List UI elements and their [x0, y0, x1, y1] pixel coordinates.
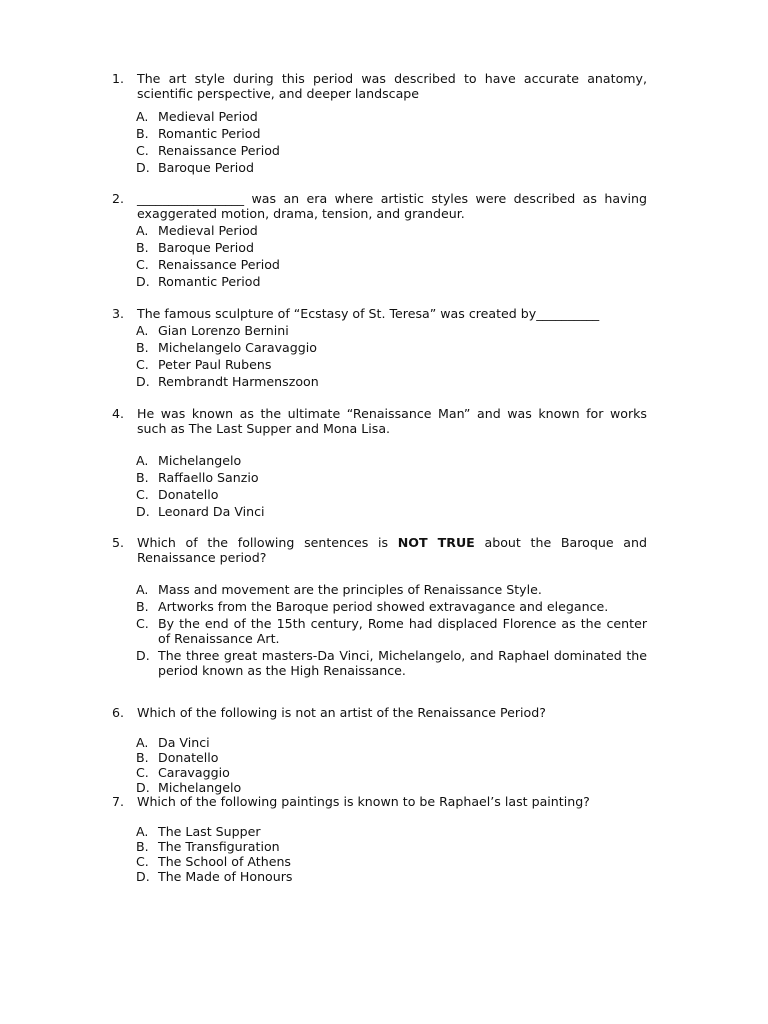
question-number: 2. [112, 191, 125, 206]
option-letter: A. [136, 223, 149, 238]
option-letter: D. [136, 648, 150, 663]
option-letter: B. [136, 750, 149, 765]
option-a [136, 223, 647, 238]
option-b [136, 340, 647, 355]
option-text: Baroque Period [158, 240, 254, 255]
option-b [136, 750, 647, 765]
option-c [136, 257, 647, 272]
options-list [112, 735, 647, 795]
option-text: Michelangelo Caravaggio [158, 340, 317, 355]
question-text [137, 535, 647, 565]
question-text: The art style during this period was described to have accurate anatomy, scientific perspective, and deeper landscape [137, 71, 647, 101]
option-d [136, 780, 647, 795]
question-6 [112, 705, 647, 795]
question-text: _________________ was an era where artistic styles were described as having exaggerated motion, drama, tension, and grandeur. [137, 191, 647, 221]
option-text: Medieval Period [158, 109, 258, 124]
options-list [112, 824, 647, 884]
option-text: The Made of Honours [158, 869, 293, 884]
question-number: 4. [112, 406, 125, 421]
option-letter: D. [136, 160, 150, 175]
option-text: Mass and movement are the principles of Renaissance Style. [158, 582, 542, 597]
option-d [136, 374, 647, 389]
option-letter: B. [136, 839, 149, 854]
option-letter: B. [136, 240, 149, 255]
option-c [136, 765, 647, 780]
option-a [136, 735, 647, 750]
question-number: 1. [112, 71, 125, 86]
options-list [112, 223, 647, 289]
option-letter: D. [136, 504, 150, 519]
option-text: The School of Athens [158, 854, 291, 869]
question-text-before: Which of the following sentences is [137, 535, 398, 550]
option-text: Michelangelo [158, 453, 242, 468]
option-text: By the end of the 15th century, Rome had displaced Florence as the center of Renaissance Art. [158, 616, 647, 646]
option-letter: C. [136, 143, 149, 158]
option-a [136, 582, 647, 597]
option-text: Romantic Period [158, 274, 261, 289]
question-number: 6. [112, 705, 125, 720]
option-text: The Transfiguration [158, 839, 280, 854]
option-letter: B. [136, 470, 149, 485]
options-list [112, 109, 647, 175]
question-text: The famous sculpture of “Ecstasy of St. Teresa” was created by__________ [137, 306, 600, 321]
question-text-after: about the Baroque and Renaissance period? [137, 535, 647, 565]
option-letter: C. [136, 616, 149, 631]
option-a [136, 323, 647, 338]
option-letter: C. [136, 257, 149, 272]
option-letter: B. [136, 599, 149, 614]
option-a [136, 824, 647, 839]
option-letter: A. [136, 824, 149, 839]
option-letter: C. [136, 357, 149, 372]
option-text: Renaissance Period [158, 257, 280, 272]
option-letter: C. [136, 765, 149, 780]
option-a [136, 109, 647, 124]
option-letter: D. [136, 780, 150, 795]
question-text: Which of the following paintings is known to be Raphael’s last painting? [137, 794, 590, 809]
option-text: Michelangelo [158, 780, 242, 795]
option-text: The three great masters-Da Vinci, Michelangelo, and Raphael dominated the period known as the High Renaissance. [158, 648, 647, 678]
question-5 [112, 535, 647, 678]
option-letter: D. [136, 374, 150, 389]
option-text: Caravaggio [158, 765, 230, 780]
option-d [136, 869, 647, 884]
question-text: He was known as the ultimate “Renaissance Man” and was known for works such as The Last Supper and Mona Lisa. [137, 406, 647, 436]
question-4 [112, 406, 647, 519]
options-list [112, 323, 647, 389]
question-number: 3. [112, 306, 125, 321]
option-letter: B. [136, 126, 149, 141]
option-d [136, 504, 647, 519]
option-letter: A. [136, 109, 149, 124]
question-number: 5. [112, 535, 125, 550]
option-text: The Last Supper [158, 824, 261, 839]
option-b [136, 839, 647, 854]
option-letter: C. [136, 854, 149, 869]
option-d [136, 274, 647, 289]
option-text: Gian Lorenzo Bernini [158, 323, 289, 338]
question-number: 7. [112, 794, 125, 809]
option-text: Renaissance Period [158, 143, 280, 158]
option-letter: D. [136, 869, 150, 884]
option-text: Romantic Period [158, 126, 261, 141]
option-text: Peter Paul Rubens [158, 357, 272, 372]
option-text: Raffaello Sanzio [158, 470, 259, 485]
question-2 [112, 191, 647, 289]
option-text: Donatello [158, 750, 219, 765]
option-letter: A. [136, 323, 149, 338]
option-b [136, 599, 647, 614]
option-text: Artworks from the Baroque period showed extravagance and elegance. [158, 599, 609, 614]
option-text: Da Vinci [158, 735, 210, 750]
option-letter: A. [136, 453, 149, 468]
options-list [112, 582, 647, 678]
option-c [136, 143, 647, 158]
option-c [136, 357, 647, 372]
question-1 [112, 71, 647, 175]
option-letter: A. [136, 735, 149, 750]
options-list [112, 453, 647, 519]
option-d [136, 648, 647, 678]
option-a [136, 453, 647, 468]
option-letter: C. [136, 487, 149, 502]
option-c [136, 487, 647, 502]
option-c [136, 616, 647, 646]
option-b [136, 470, 647, 485]
option-text: Baroque Period [158, 160, 254, 175]
option-b [136, 240, 647, 255]
question-3 [112, 306, 647, 389]
option-text: Medieval Period [158, 223, 258, 238]
question-emphasis: NOT TRUE [397, 535, 475, 550]
option-text: Leonard Da Vinci [158, 504, 265, 519]
option-letter: A. [136, 582, 149, 597]
option-d [136, 160, 647, 175]
option-text: Rembrandt Harmenszoon [158, 374, 319, 389]
option-letter: D. [136, 274, 150, 289]
question-7 [112, 794, 647, 884]
option-b [136, 126, 647, 141]
option-text: Donatello [158, 487, 219, 502]
option-letter: B. [136, 340, 149, 355]
question-text: Which of the following is not an artist of the Renaissance Period? [137, 705, 546, 720]
option-c [136, 854, 647, 869]
